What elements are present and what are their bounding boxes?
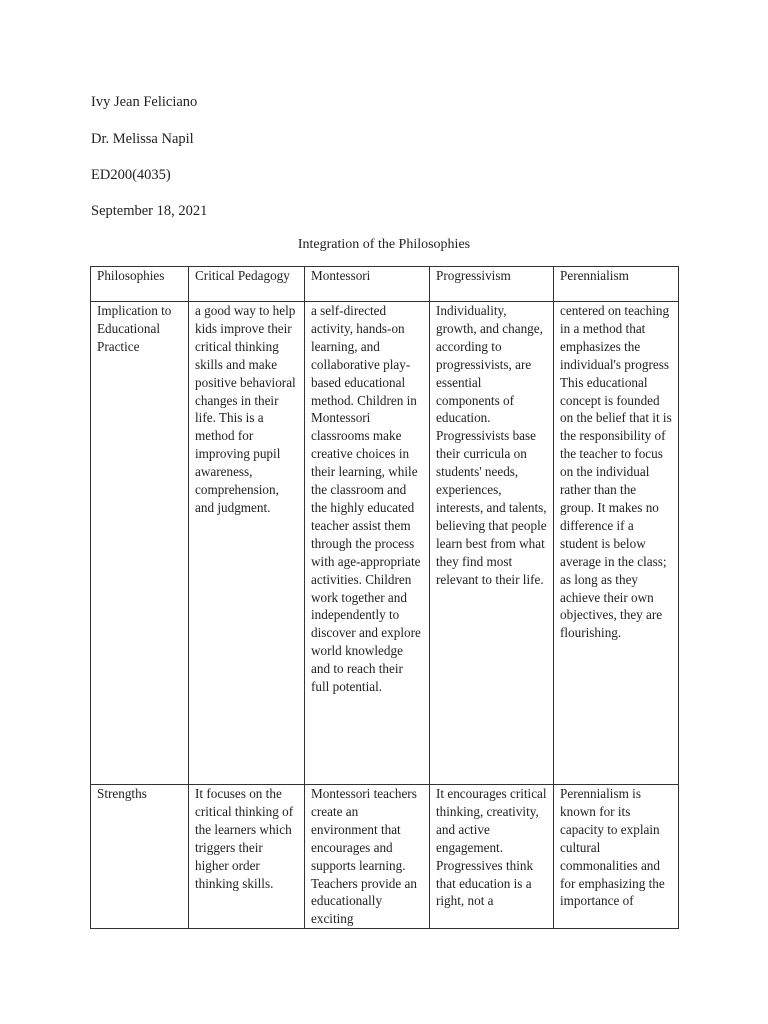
column-header-montessori: Montessori — [305, 267, 430, 302]
cell-strengths-critical-pedagogy: It focuses on the critical thinking of the learners which triggers their higher order thinking skills. — [189, 785, 305, 929]
cell-strengths-perennialism: Perennialism is known for its capacity to explain cultural commonalities and for emphasizing the importance of — [554, 785, 679, 929]
submission-date: September 18, 2021 — [91, 203, 208, 219]
instructor-name: Dr. Melissa Napil — [91, 131, 194, 147]
table-row — [91, 302, 679, 785]
column-header-progressivism: Progressivism — [430, 267, 554, 302]
cell-implication-progressivism: Individuality, growth, and change, according to progressivists, are essential components of education. Progressivists base their curricula on students' needs, experiences, interests, and talents, believing that people learn best from what they find most relevant to their life. — [430, 302, 554, 785]
column-header-perennialism: Perennialism — [554, 267, 679, 302]
cell-implication-perennialism: centered on teaching in a method that emphasizes the individual's progress This educational concept is founded on the belief that it is the responsibility of the teacher to focus on the individual rather than the group. It makes no difference if a student is below average in the class; as long as they achieve their own objectives, they are flourishing. — [554, 302, 679, 785]
course-code: ED200(4035) — [91, 167, 171, 183]
cell-implication-critical-pedagogy: a good way to help kids improve their critical thinking skills and make positive behavioral changes in their life. This is a method for improving pupil awareness, comprehension, and judgment. — [189, 302, 305, 785]
cell-strengths-montessori: Montessori teachers create an environment that encourages and supports learning. Teachers provide an educationally exciting — [305, 785, 430, 929]
document-title: Integration of the Philosophies — [297, 237, 471, 252]
table-row — [91, 785, 679, 929]
row-label-implication: Implication to Educational Practice — [91, 302, 189, 785]
philosophies-table — [90, 266, 679, 929]
author-name: Ivy Jean Feliciano — [91, 94, 198, 110]
column-header-philosophies: Philosophies — [91, 267, 189, 302]
cell-implication-montessori: a self-directed activity, hands-on learning, and collaborative play-based educational method. Children in Montessori classrooms make creative choices in their learning, while the classroom and the highly educated teacher assist them through the process with age-appropriate activities. Children work together and independently to discover and explore world knowledge and to reach their full potential. — [305, 302, 430, 785]
cell-strengths-progressivism: It encourages critical thinking, creativity, and active engagement. Progressives think that education is a right, not a — [430, 785, 554, 929]
row-label-strengths: Strengths — [91, 785, 189, 929]
table-header-row — [91, 267, 679, 302]
column-header-critical-pedagogy: Critical Pedagogy — [189, 267, 305, 302]
